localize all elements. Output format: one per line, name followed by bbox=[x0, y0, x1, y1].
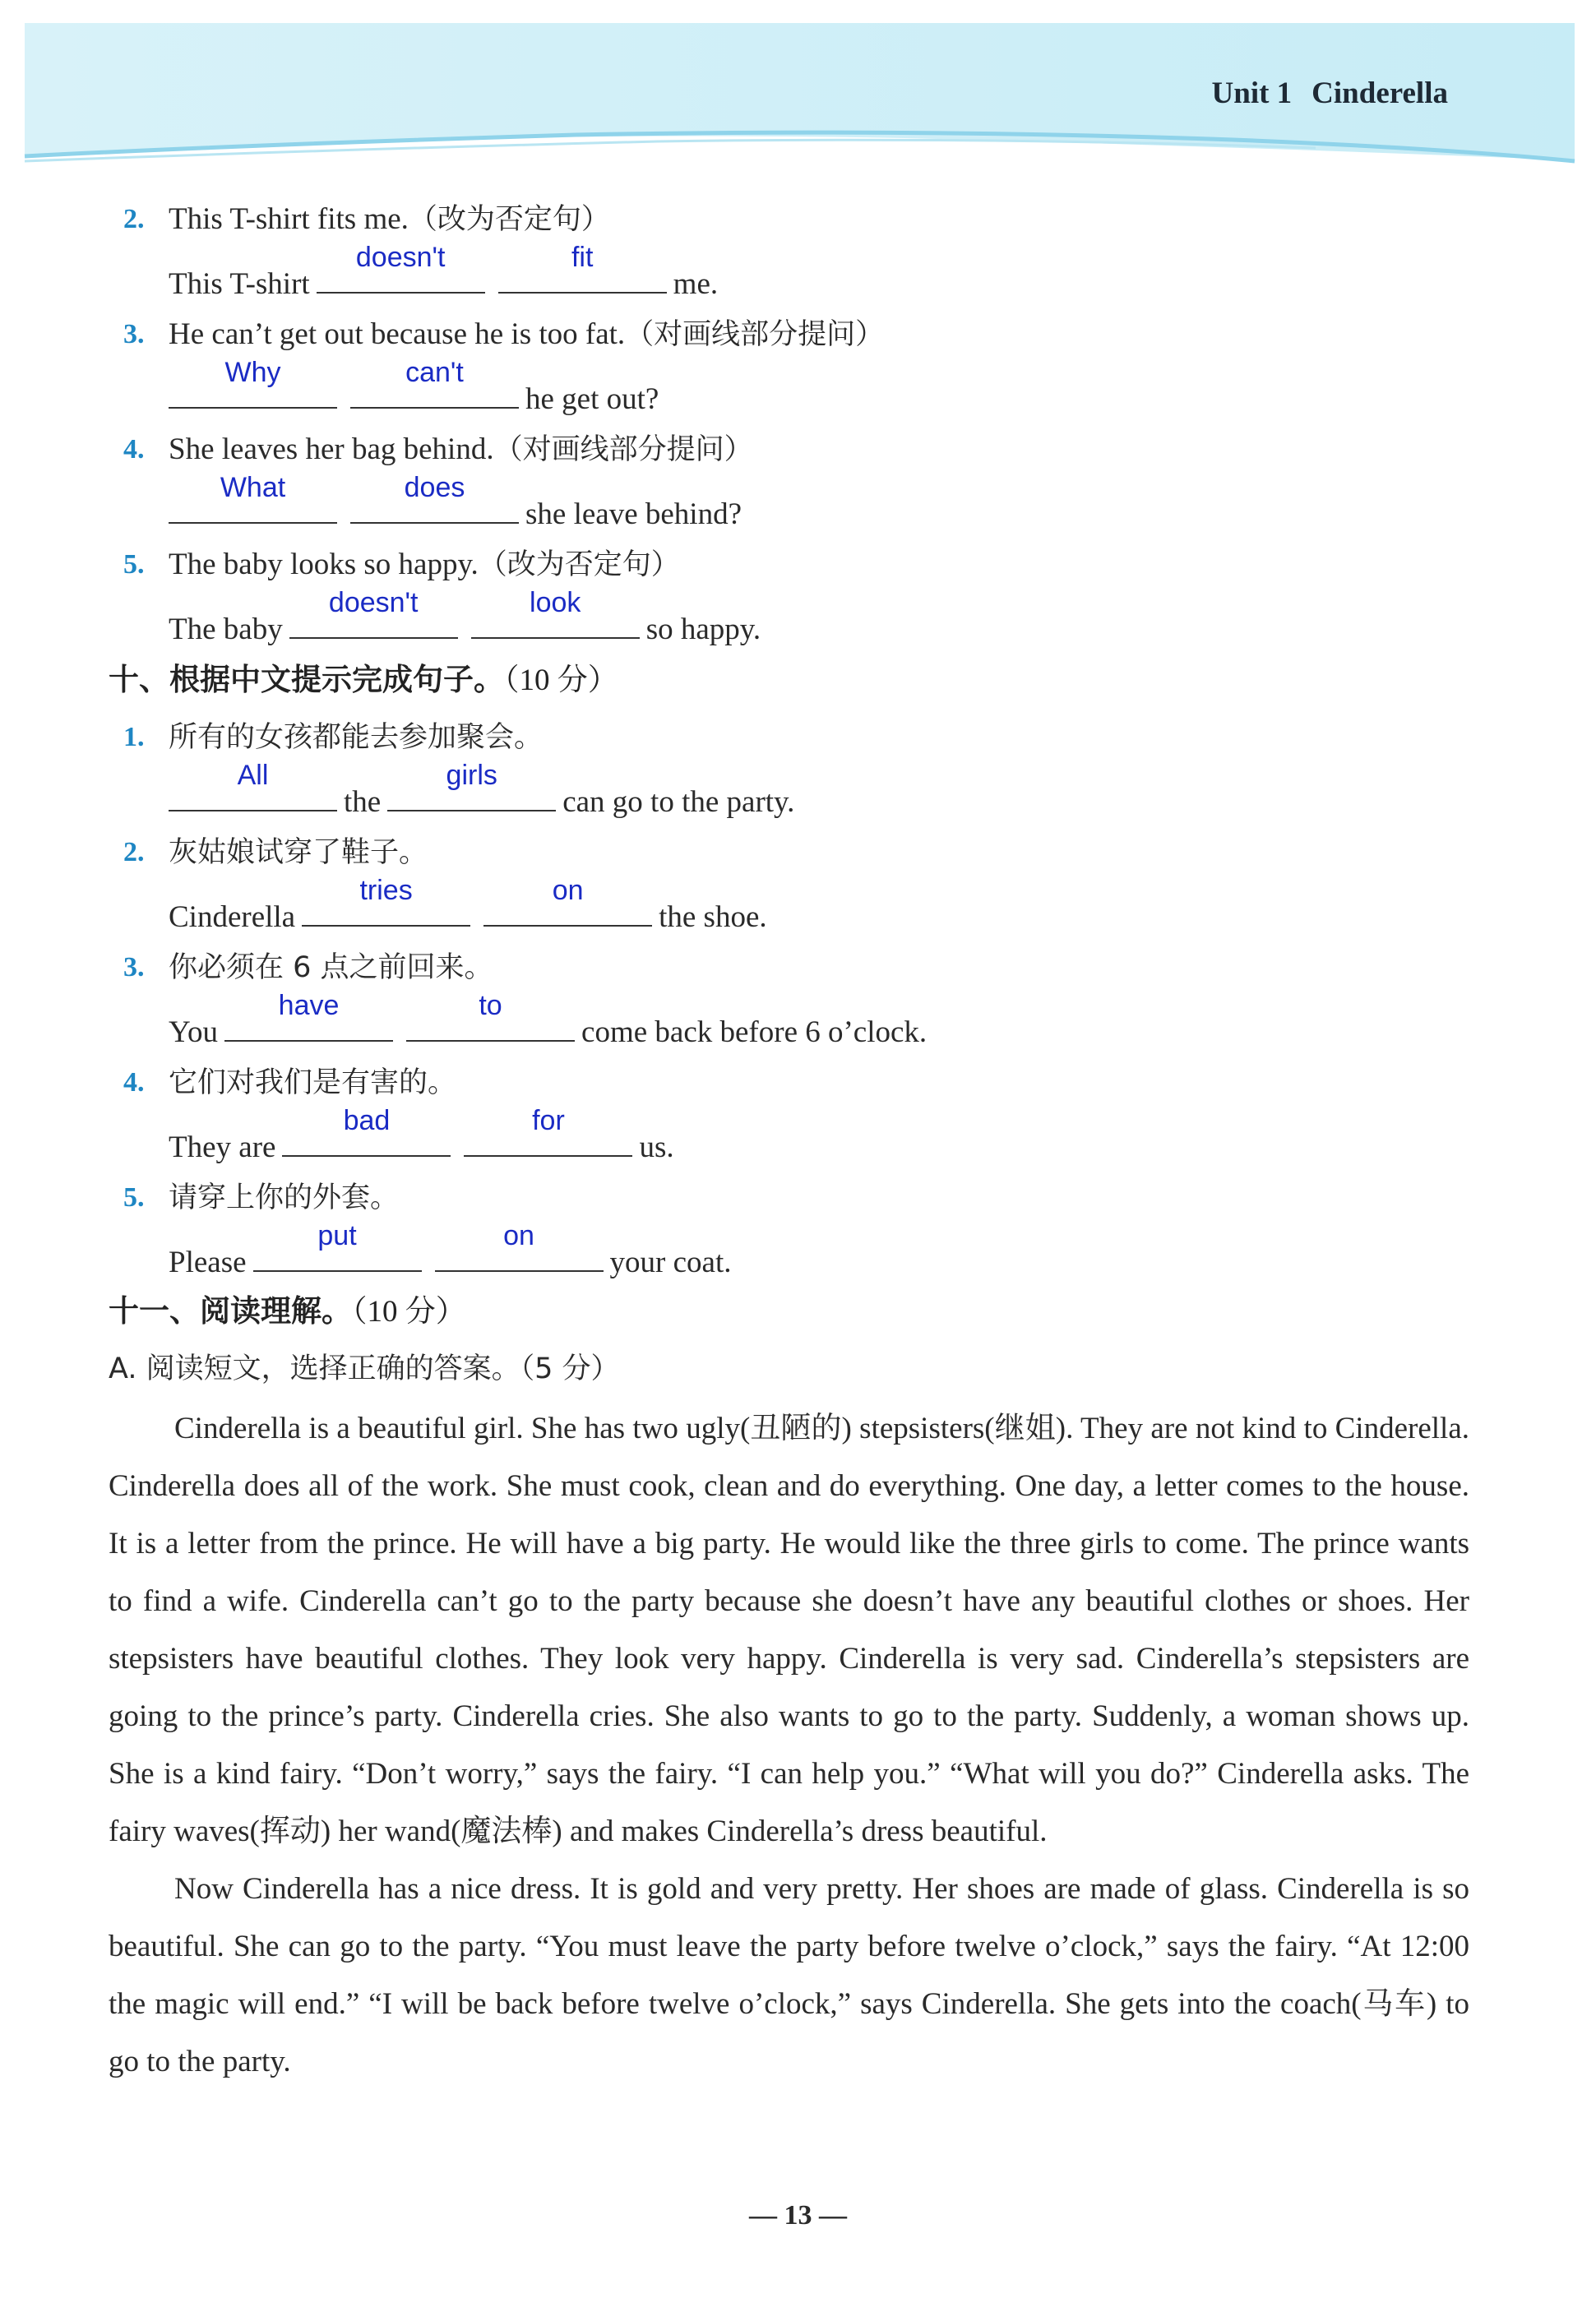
answer-text: girls bbox=[446, 760, 497, 791]
blank[interactable] bbox=[253, 1220, 422, 1272]
answer-text: have bbox=[278, 990, 340, 1021]
chinese-prompt: 它们对我们是有害的。 bbox=[169, 1066, 457, 1099]
blank[interactable] bbox=[387, 760, 556, 811]
answer-text: fit bbox=[571, 242, 594, 273]
chinese-prompt: 请穿上你的外套。 bbox=[169, 1181, 400, 1214]
passage-paragraph: Cinderella is a beautiful girl. She has two ugly(丑陋的) stepsisters(继姐). They are not kind to Cinderella. Cinderella does all of the work. She must cook, clean and do everything. One day, a letter comes to the house. It is a letter from the prince. He will have a big party. He would like the three girls to come. The prince wants to find a wife. Cinderella can’t go to the party because she doesn’t have any beautiful clothes or shoes. Her stepsisters have beautiful clothes. They look very happy. Cinderella is very sad. Cinderella’s stepsisters are going to the prince’s party. Cinderella cries. She also wants to go to the party. Suddenly, a woman shows up. She is a kind fairy. “Don’t worry,” says the fairy. “I can help you.” “What will you do?” Cinderella asks. The fairy waves(挥动) her wand(魔法棒) and makes Cinderella’s dress beautiful. bbox=[109, 1412, 1469, 1848]
blank[interactable] bbox=[317, 242, 485, 294]
answer-text: can't bbox=[405, 357, 464, 388]
answer-text: What bbox=[220, 472, 286, 503]
answer-text: on bbox=[503, 1220, 534, 1251]
question-text: He can’t get out because he is too fat.（对画线部分提问） bbox=[169, 317, 885, 351]
unit-title: Unit 1 Cinderella bbox=[1211, 76, 1448, 110]
answer-text: doesn't bbox=[328, 587, 419, 618]
answer-text: bad bbox=[343, 1105, 391, 1136]
answer-line: Cinderella tries on the shoe. bbox=[169, 875, 767, 934]
question-text: The baby looks so happy.（改为否定句） bbox=[169, 548, 680, 581]
blank[interactable] bbox=[282, 1105, 451, 1157]
blank[interactable] bbox=[224, 990, 393, 1042]
question-text: This T-shirt fits me.（改为否定句） bbox=[169, 202, 610, 236]
passage-paragraph: Now Cinderella has a nice dress. It is gold and very pretty. Her shoes are made of glass. Cinderella is so beautiful. She can go to the party. “You must leave the party before twelve o’clock,” says the fairy. “At 12:00 the magic will end.” “I will be back before twelve o’clock,” says Cinderella. She gets into the coach(马车) to go to the party. bbox=[109, 1872, 1469, 2078]
blank[interactable] bbox=[169, 472, 337, 524]
blank[interactable] bbox=[464, 1105, 632, 1157]
item-number: 3. bbox=[123, 319, 145, 349]
item-number: 2. bbox=[123, 837, 145, 867]
answer-line: Please put on your coat. bbox=[169, 1220, 732, 1279]
blank[interactable] bbox=[435, 1220, 604, 1272]
answer-text: put bbox=[317, 1220, 357, 1251]
section-heading: 十一、阅读理解。（10 分） bbox=[109, 1293, 466, 1329]
chinese-prompt: 所有的女孩都能去参加聚会。 bbox=[169, 721, 544, 754]
answer-line: What does she leave behind? bbox=[162, 489, 742, 533]
blank[interactable] bbox=[169, 760, 337, 811]
item-number: 3. bbox=[123, 952, 145, 982]
answer-text: doesn't bbox=[355, 242, 446, 273]
item-number: 5. bbox=[123, 1182, 145, 1213]
answer-text: does bbox=[404, 472, 465, 503]
answer-text: look bbox=[530, 587, 581, 618]
answer-line: This T-shirt doesn't fit me. bbox=[169, 242, 719, 301]
blank[interactable] bbox=[350, 472, 519, 524]
blank[interactable] bbox=[498, 242, 667, 294]
item-number: 4. bbox=[123, 1067, 145, 1098]
item-number: 1. bbox=[123, 722, 145, 752]
answer-text: on bbox=[552, 875, 584, 906]
blank[interactable] bbox=[483, 875, 652, 927]
sub-heading: A. 阅读短文，选择正确的答案。（5 分） bbox=[109, 1352, 620, 1385]
answer-text: Why bbox=[224, 357, 281, 388]
blank[interactable] bbox=[289, 587, 458, 639]
answer-text: to bbox=[479, 990, 502, 1021]
answer-line: They are bad for us. bbox=[169, 1105, 674, 1164]
item-number: 4. bbox=[123, 434, 145, 465]
answer-text: All bbox=[237, 760, 269, 791]
blank[interactable] bbox=[169, 357, 337, 409]
answer-text: tries bbox=[359, 875, 413, 906]
answer-line: The baby doesn't look so happy. bbox=[169, 587, 761, 646]
reading-passage bbox=[109, 1400, 1469, 2091]
page-number: — 13 — bbox=[749, 2200, 847, 2231]
blank[interactable] bbox=[406, 990, 575, 1042]
question-text: She leaves her bag behind.（对画线部分提问） bbox=[169, 432, 753, 466]
answer-line: You have to come back before 6 o’clock. bbox=[169, 990, 928, 1049]
section-heading: 十、根据中文提示完成句子。（10 分） bbox=[109, 662, 618, 697]
item-number: 2. bbox=[123, 204, 145, 234]
answer-line: All the girls can go to the party. bbox=[162, 777, 794, 821]
answer-line: Why can't he get out? bbox=[162, 374, 659, 418]
blank[interactable] bbox=[350, 357, 519, 409]
item-number: 5. bbox=[123, 549, 145, 580]
answer-text: for bbox=[532, 1105, 565, 1136]
blank[interactable] bbox=[471, 587, 640, 639]
chinese-prompt: 灰姑娘试穿了鞋子。 bbox=[169, 836, 428, 869]
chinese-prompt: 你必须在 6 点之前回来。 bbox=[169, 951, 493, 984]
blank[interactable] bbox=[302, 875, 470, 927]
